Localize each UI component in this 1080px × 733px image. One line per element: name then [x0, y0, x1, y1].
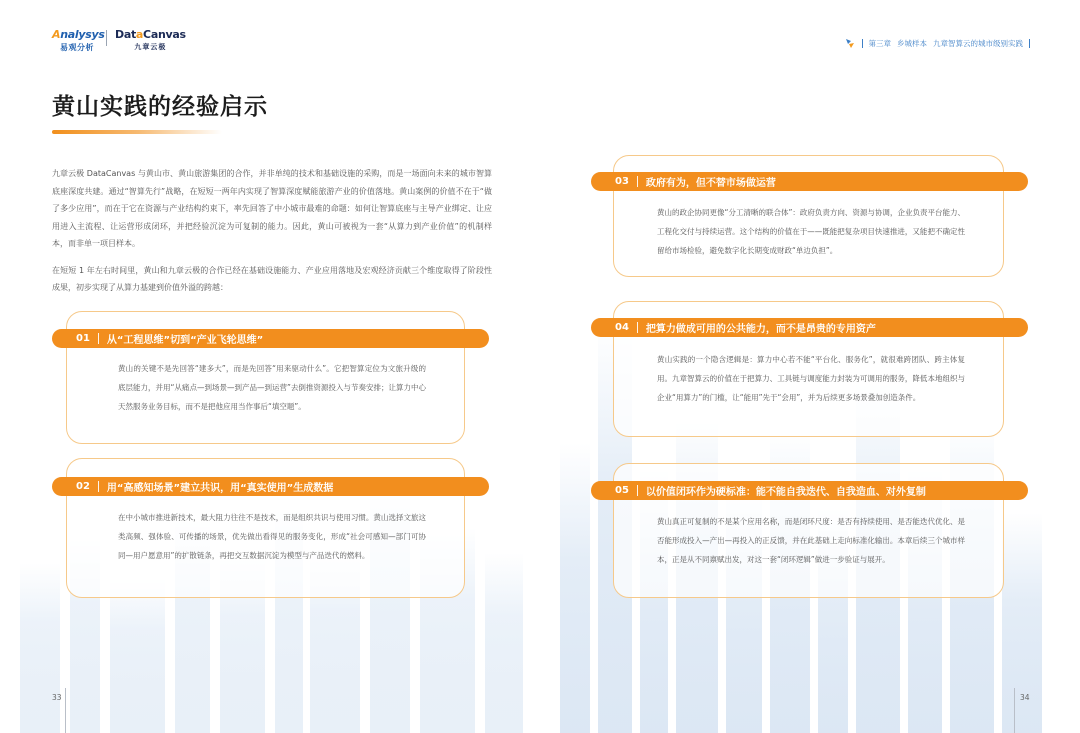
page-title: 黄山实践的经验启示 — [52, 94, 268, 120]
datacanvas-logo: DataCanvas 九章云极 — [115, 28, 186, 51]
breadcrumb-divider — [1029, 39, 1030, 48]
breadcrumb-section: 乡城样本 — [897, 38, 927, 48]
lesson-card-02-header: 02 用“高感知场景”建立共识，用“真实使用”生成数据 — [52, 477, 489, 496]
footer-rule-left — [65, 688, 66, 733]
breadcrumb-divider — [862, 39, 863, 48]
analysys-logo: Analysys 易观分析 — [52, 28, 105, 52]
lesson-card-04-body: 黄山实践的一个隐含逻辑是：算力中心若不能“平台化、服务化”，就很难跨团队、跨主体复用。九章智算云的价值在于把算力、工具链与调度能力封装为可调用的服务，降低本地组织与企业“用算力”的门槛，让“能用”先于“会用”，并为后续更多场景叠加创造条件。 — [657, 355, 965, 402]
intro-paragraph: 在短短 1 年左右时间里，黄山和九章云极的合作已经在基础设施能力、产业应用落地及宏观经济贡献三个维度取得了阶段性成果，初步实现了从算力基建到价值外溢的跨越： — [52, 265, 492, 292]
lesson-card-03-body: 黄山的政企协同更像“分工清晰的联合体”：政府负责方向、资源与协调，企业负责平台能力、工程化交付与持续运营。这个结构的价值在于——既能把复杂项目快速推进，又能把不确定性留给市场检验，避免数字化长期变成财政“单边负担”。 — [657, 208, 965, 255]
intro-text — [52, 165, 492, 306]
lesson-card-01-body: 黄山的关键不是先回答“建多大”，而是先回答“用来驱动什么”。它把智算定位为文旅升级的底层能力，并用“从痛点—到场景—到产品—到运营”去倒推资源投入与节奏安排；让算力中心天然服务业务目标，而不是把他应用当作事后“填空题”。 — [118, 364, 426, 411]
lesson-card-01-header: 01 从“工程思维”切到“产业飞轮思维” — [52, 329, 489, 348]
footer-rule-right — [1014, 688, 1015, 733]
lesson-card-05-header: 05 以价值闭环作为硬标准：能不能自我迭代、自我造血、对外复制 — [591, 481, 1028, 500]
breadcrumb-chapter: 第三章 — [868, 38, 891, 48]
title-underline — [52, 130, 222, 134]
lesson-card-05-heading: 以价值闭环作为硬标准：能不能自我迭代、自我造血、对外复制 — [645, 487, 926, 498]
lesson-card-01-heading: 从“工程思维”切到“产业飞轮思维” — [106, 335, 264, 346]
lesson-card-05-body: 黄山真正可复制的不是某个应用名称，而是闭环尺度：是否有持续使用、是否能迭代优化、是否能形成投入—产出—再投入的正反馈，并在此基础上走向标准化输出。本章后续三个城市样本，正是从不同禀赋出发，对这一套“闭环逻辑”做进一步验证与展开。 — [657, 517, 965, 564]
lesson-card-02-heading: 用“高感知场景”建立共识，用“真实使用”生成数据 — [106, 483, 334, 494]
page-number-right: 34 — [1020, 693, 1030, 702]
lesson-card-04-heading: 把算力做成可用的公共能力，而不是昂贵的专用资产 — [645, 324, 876, 335]
breadcrumb-topic: 九章智算云的城市级别实践 — [933, 38, 1023, 48]
breadcrumb — [844, 37, 1031, 49]
lesson-card-02-body: 在中小城市推进新技术，最大阻力往往不是技术，而是组织共识与使用习惯。黄山选择文旅这类高频、强体验、可传播的场景，优先做出看得见的服务变化，形成“社会可感知—部门可协同—用户愿意用”的扩散链条，再把交互数据沉淀为模型与产品迭代的燃料。 — [118, 513, 426, 560]
lesson-card-03-header: 03 政府有为，但不替市场做运营 — [591, 172, 1028, 191]
brand-mark-icon — [844, 37, 856, 49]
lesson-card-03-heading: 政府有为，但不替市场做运营 — [645, 178, 776, 189]
logo-divider — [106, 30, 107, 46]
page-number-left: 33 — [52, 693, 62, 702]
intro-paragraph: 九章云极 DataCanvas 与黄山市、黄山旅游集团的合作，并非单纯的技术和基础设施的采购，而是一场面向未来的城市智算底座深度共建。通过“智算先行”战略，在短短一两年内实现了智算深度赋能旅游产业的价值落地。黄山案例的价值不在于“做了多少应用”，而在于它在资源与产业结构约束下，率先回答了中小城市最难的命题：如何让智算底座与主导产业绑定、让应用进入主流程、让运营形成闭环，并把经验沉淀为可复制的能力。因此，黄山可被视为一套“从算力到产业价值”的机制样本，而非单一项目样本。 — [52, 169, 492, 248]
lesson-card-04-header: 04 把算力做成可用的公共能力，而不是昂贵的专用资产 — [591, 318, 1028, 337]
